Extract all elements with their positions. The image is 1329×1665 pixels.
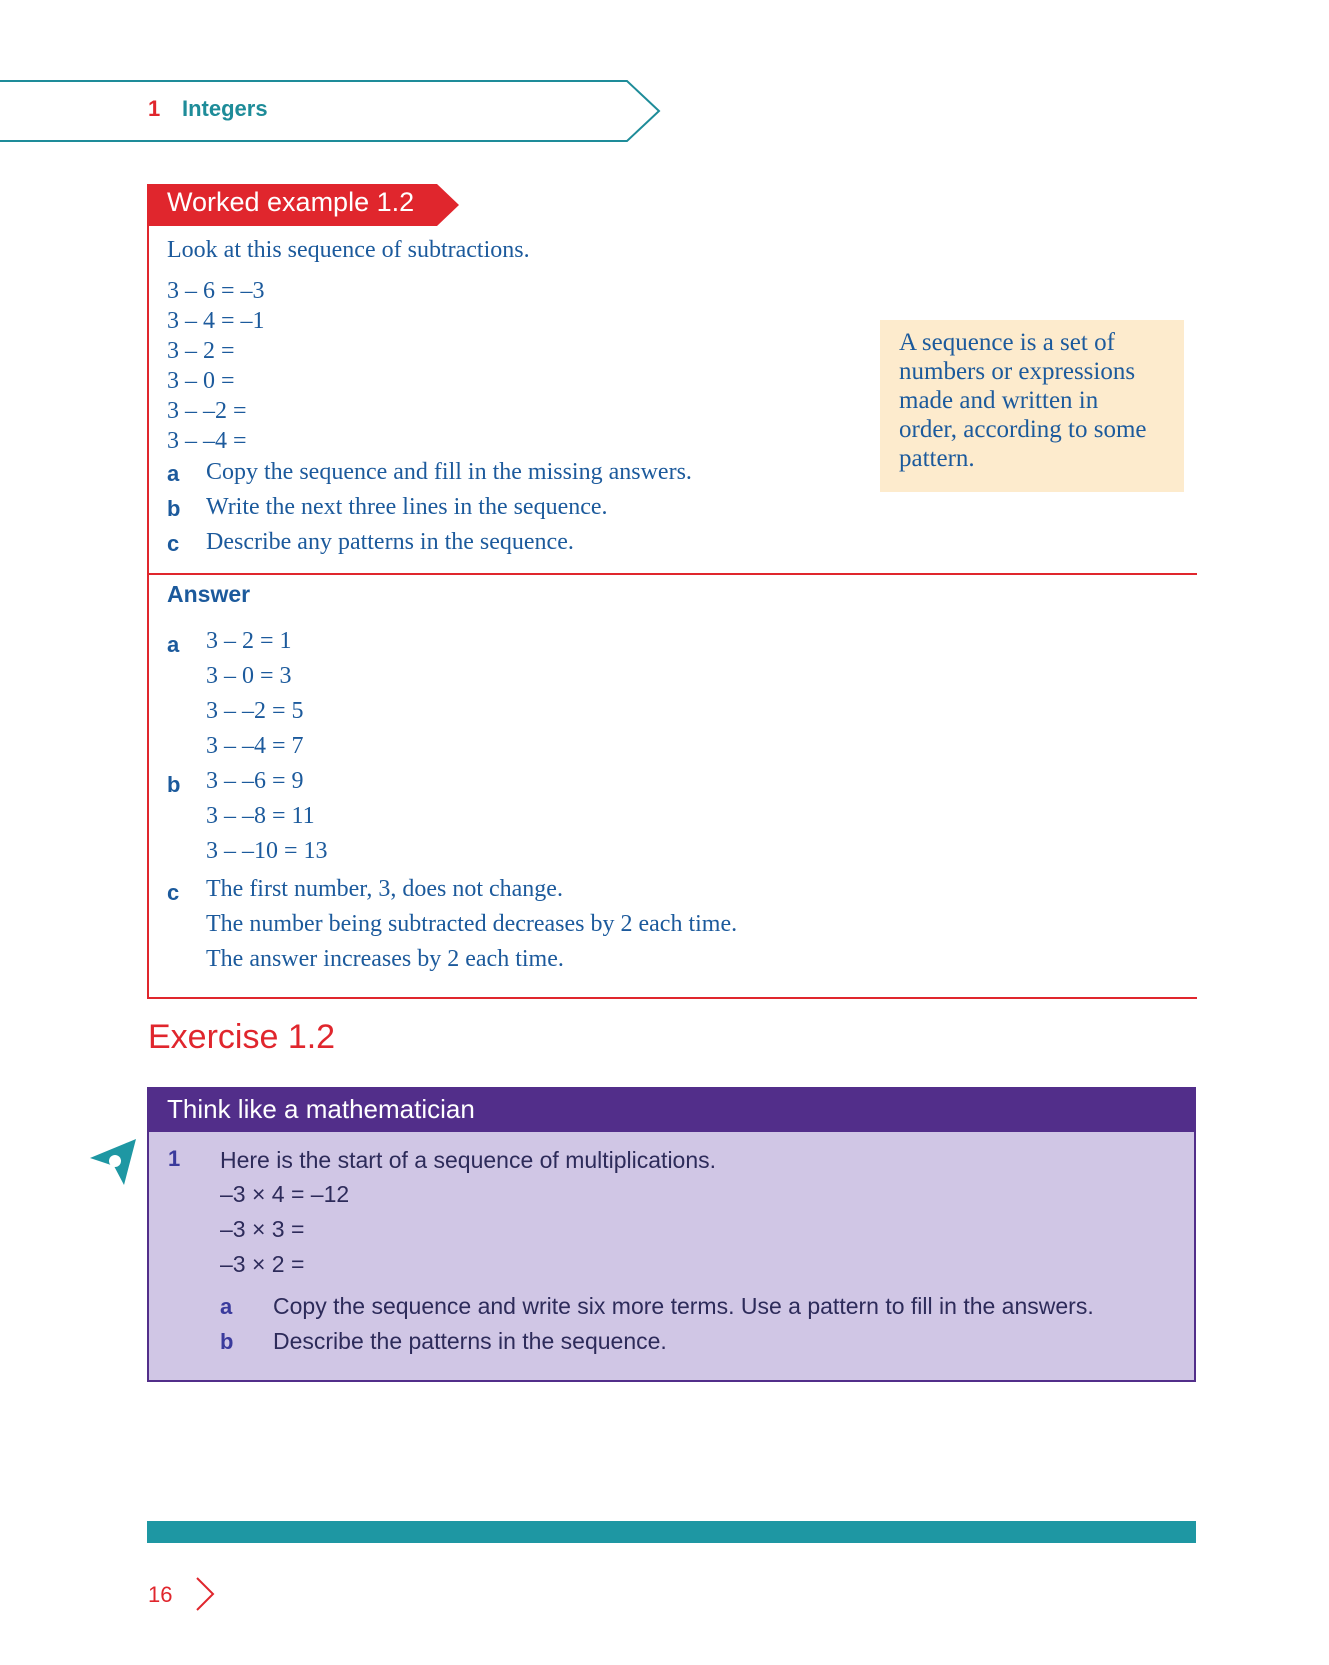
- sequence-line: 3 – 6 = –3: [167, 278, 265, 304]
- worked-example-label: Worked example 1.2: [167, 187, 415, 217]
- note-line: pattern.: [899, 445, 975, 472]
- question-letter: b: [167, 496, 181, 521]
- exercise-question-number: 1: [168, 1146, 181, 1171]
- answer-divider: [147, 573, 1197, 575]
- answer-heading: Answer: [167, 581, 251, 607]
- answer-line: 3 – –8 = 11: [206, 803, 315, 829]
- exercise-part-text: Copy the sequence and write six more terms. Use a pattern to fill in the answers.: [273, 1293, 1094, 1319]
- sequence-line: 3 – 2 =: [167, 338, 235, 364]
- exercise-part-text: Describe the patterns in the sequence.: [273, 1328, 667, 1354]
- exercise-part-letter: a: [220, 1294, 233, 1319]
- sequence-line: 3 – –4 =: [167, 428, 247, 454]
- page-number: 16: [148, 1582, 173, 1607]
- answer-line: 3 – –6 = 9: [206, 768, 304, 794]
- chapter-title: Integers: [182, 96, 268, 121]
- sequence-definition-note: [880, 320, 1184, 492]
- multiplication-line: –3 × 4 = –12: [220, 1181, 350, 1207]
- answer-line: The answer increases by 2 each time.: [206, 946, 564, 972]
- answer-letter: a: [167, 632, 180, 657]
- note-line: A sequence is a set of: [899, 329, 1115, 356]
- multiplication-line: –3 × 3 =: [220, 1216, 305, 1242]
- answer-letter: b: [167, 772, 181, 797]
- note-line: made and written in: [899, 387, 1099, 414]
- worked-example-intro: Look at this sequence of subtractions.: [167, 237, 530, 263]
- question-letter: a: [167, 461, 180, 486]
- answer-line: 3 – 0 = 3: [206, 663, 292, 689]
- question-letter: c: [167, 531, 180, 556]
- question-text: Describe any patterns in the sequence.: [206, 529, 574, 555]
- answer-line: The number being subtracted decreases by 2 each time.: [206, 911, 738, 937]
- thinking-pointer-icon: [88, 1139, 138, 1189]
- sequence-line: 3 – –2 =: [167, 398, 247, 424]
- sequence-line: 3 – 4 = –1: [167, 308, 265, 334]
- note-line: order, according to some: [899, 416, 1147, 443]
- chevron-right-icon: [193, 1576, 217, 1612]
- answer-line: 3 – –4 = 7: [206, 733, 304, 759]
- exercise-title: Exercise 1.2: [148, 1018, 336, 1056]
- question-text: Write the next three lines in the sequence.: [206, 494, 608, 520]
- answer-line: 3 – –10 = 13: [206, 838, 328, 864]
- footer-bar: [147, 1521, 1196, 1543]
- chapter-number: 1: [148, 96, 161, 121]
- question-text: Copy the sequence and fill in the missing answers.: [206, 459, 692, 485]
- exercise-question-text: Here is the start of a sequence of multiplications.: [220, 1147, 717, 1173]
- answer-line: 3 – –2 = 5: [206, 698, 304, 724]
- answer-line: 3 – 2 = 1: [206, 628, 292, 654]
- note-line: numbers or expressions: [899, 358, 1136, 385]
- chapter-header-frame: [0, 78, 670, 146]
- sequence-line: 3 – 0 =: [167, 368, 235, 394]
- exercise-part-letter: b: [220, 1329, 234, 1354]
- answer-letter: c: [167, 880, 180, 905]
- think-like-mathematician-header: Think like a mathematician: [147, 1087, 1196, 1132]
- multiplication-line: –3 × 2 =: [220, 1251, 305, 1277]
- answer-line: The first number, 3, does not change.: [206, 876, 563, 902]
